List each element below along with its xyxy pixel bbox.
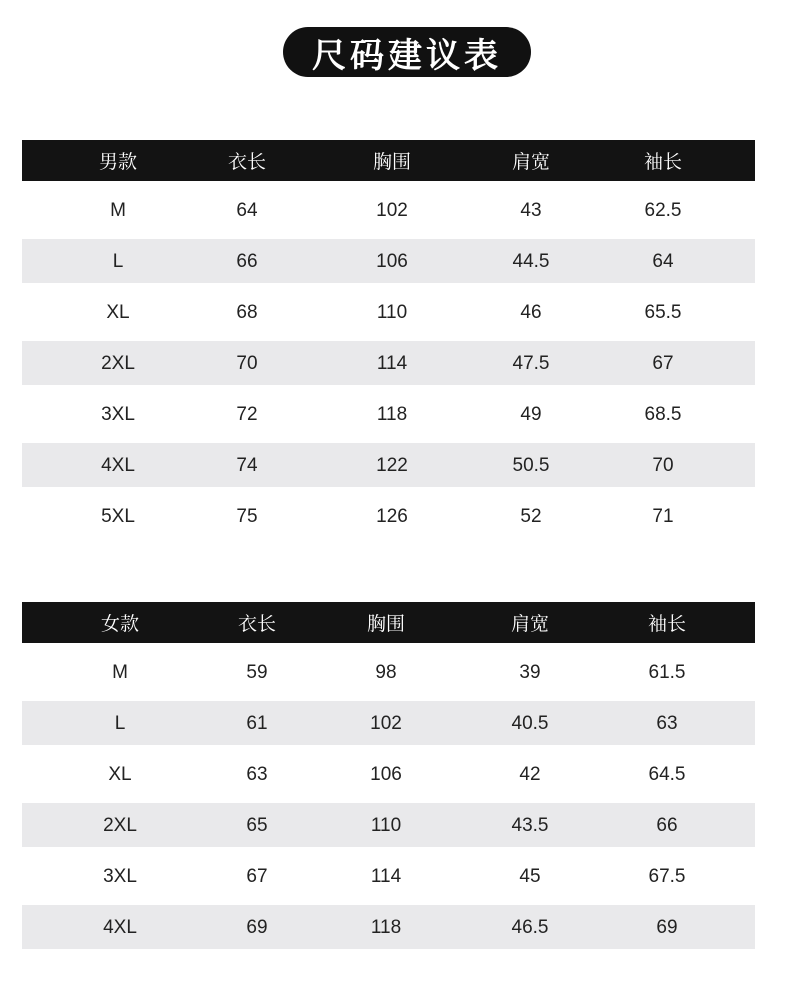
women-header-cell: 肩宽	[510, 613, 550, 635]
women-measurement-cell: 61	[246, 712, 268, 734]
men-header-cell: 肩宽	[511, 151, 551, 173]
women-measurement-cell: 66	[656, 814, 678, 836]
men-measurement-cell: 126	[376, 505, 408, 527]
women-measurement-cell: 64.5	[648, 763, 686, 785]
women-measurement-cell: 110	[370, 814, 402, 836]
men-size-label: XL	[106, 301, 130, 323]
men-table-row	[22, 385, 755, 436]
women-measurement-cell: 67.5	[648, 865, 686, 887]
men-size-label: 5XL	[101, 505, 135, 527]
men-measurement-cell: 70	[236, 352, 258, 374]
men-measurement-cell: 114	[376, 352, 408, 374]
men-measurement-cell: 66	[236, 250, 258, 272]
men-header-cell: 袖长	[643, 151, 683, 173]
men-measurement-cell: 64	[236, 199, 258, 221]
women-measurement-cell: 67	[246, 865, 268, 887]
women-measurement-cell: 40.5	[511, 712, 549, 734]
men-measurement-cell: 44.5	[512, 250, 550, 272]
women-header-cell: 衣长	[237, 613, 277, 635]
women-measurement-cell: 42	[519, 763, 541, 785]
women-table-row	[22, 745, 755, 796]
women-measurement-cell: 69	[246, 916, 268, 938]
women-table-row	[22, 847, 755, 898]
men-measurement-cell: 50.5	[512, 454, 550, 476]
men-measurement-cell: 122	[376, 454, 408, 476]
women-measurement-cell: 59	[246, 661, 268, 683]
men-size-label: 3XL	[101, 403, 135, 425]
men-table-row	[22, 334, 755, 385]
women-measurement-cell: 69	[656, 916, 678, 938]
men-measurement-cell: 46	[520, 301, 542, 323]
men-measurement-cell: 52	[520, 505, 542, 527]
men-measurement-cell: 64	[652, 250, 674, 272]
women-header-cell: 女款	[100, 613, 140, 635]
women-measurement-cell: 98	[375, 661, 397, 683]
women-size-label: L	[114, 712, 126, 734]
men-measurement-cell: 71	[652, 505, 674, 527]
men-size-label: 4XL	[101, 454, 135, 476]
men-header-cell: 胸围	[372, 151, 412, 173]
women-measurement-cell: 106	[370, 763, 402, 785]
women-table-row	[22, 694, 755, 745]
women-measurement-cell: 114	[370, 865, 402, 887]
women-size-label: 2XL	[103, 814, 137, 836]
men-header-cell: 衣长	[227, 151, 267, 173]
women-size-table	[22, 602, 755, 949]
men-table-header	[22, 140, 755, 181]
men-size-table	[22, 140, 755, 538]
men-header-cell: 男款	[98, 151, 138, 173]
men-measurement-cell: 49	[520, 403, 542, 425]
women-measurement-cell: 65	[246, 814, 268, 836]
women-measurement-cell: 118	[370, 916, 402, 938]
men-measurement-cell: 65.5	[644, 301, 682, 323]
men-measurement-cell: 74	[236, 454, 258, 476]
men-measurement-cell: 67	[652, 352, 674, 374]
women-header-cell: 袖长	[647, 613, 687, 635]
men-measurement-cell: 68	[236, 301, 258, 323]
men-measurement-cell: 72	[236, 403, 258, 425]
women-measurement-cell: 63	[246, 763, 268, 785]
women-size-label: M	[112, 661, 128, 683]
women-size-label: 3XL	[103, 865, 137, 887]
women-table-header	[22, 602, 755, 643]
men-measurement-cell: 47.5	[512, 352, 550, 374]
men-measurement-cell: 110	[376, 301, 408, 323]
men-table-row	[22, 181, 755, 232]
men-table-row	[22, 232, 755, 283]
men-measurement-cell: 102	[376, 199, 408, 221]
women-measurement-cell: 43.5	[511, 814, 549, 836]
women-measurement-cell: 46.5	[511, 916, 549, 938]
men-table-row	[22, 487, 755, 538]
women-measurement-cell: 45	[519, 865, 541, 887]
men-measurement-cell: 68.5	[644, 403, 682, 425]
men-measurement-cell: 70	[652, 454, 674, 476]
men-measurement-cell: 62.5	[644, 199, 682, 221]
page-title-badge	[283, 27, 531, 77]
men-size-label: 2XL	[101, 352, 135, 374]
men-size-label: L	[112, 250, 124, 272]
men-table-row	[22, 436, 755, 487]
women-header-cell: 胸围	[366, 613, 406, 635]
women-table-row	[22, 898, 755, 949]
women-measurement-cell: 63	[656, 712, 678, 734]
page-title: 尺码建议表	[312, 35, 502, 76]
women-table-row	[22, 796, 755, 847]
women-measurement-cell: 39	[519, 661, 541, 683]
men-measurement-cell: 43	[520, 199, 542, 221]
men-table-row	[22, 283, 755, 334]
men-size-label: M	[110, 199, 126, 221]
women-table-row	[22, 643, 755, 694]
women-size-label: 4XL	[103, 916, 137, 938]
women-measurement-cell: 61.5	[648, 661, 686, 683]
women-size-label: XL	[108, 763, 132, 785]
men-measurement-cell: 106	[376, 250, 408, 272]
men-measurement-cell: 75	[236, 505, 258, 527]
women-measurement-cell: 102	[370, 712, 402, 734]
men-measurement-cell: 118	[376, 403, 408, 425]
